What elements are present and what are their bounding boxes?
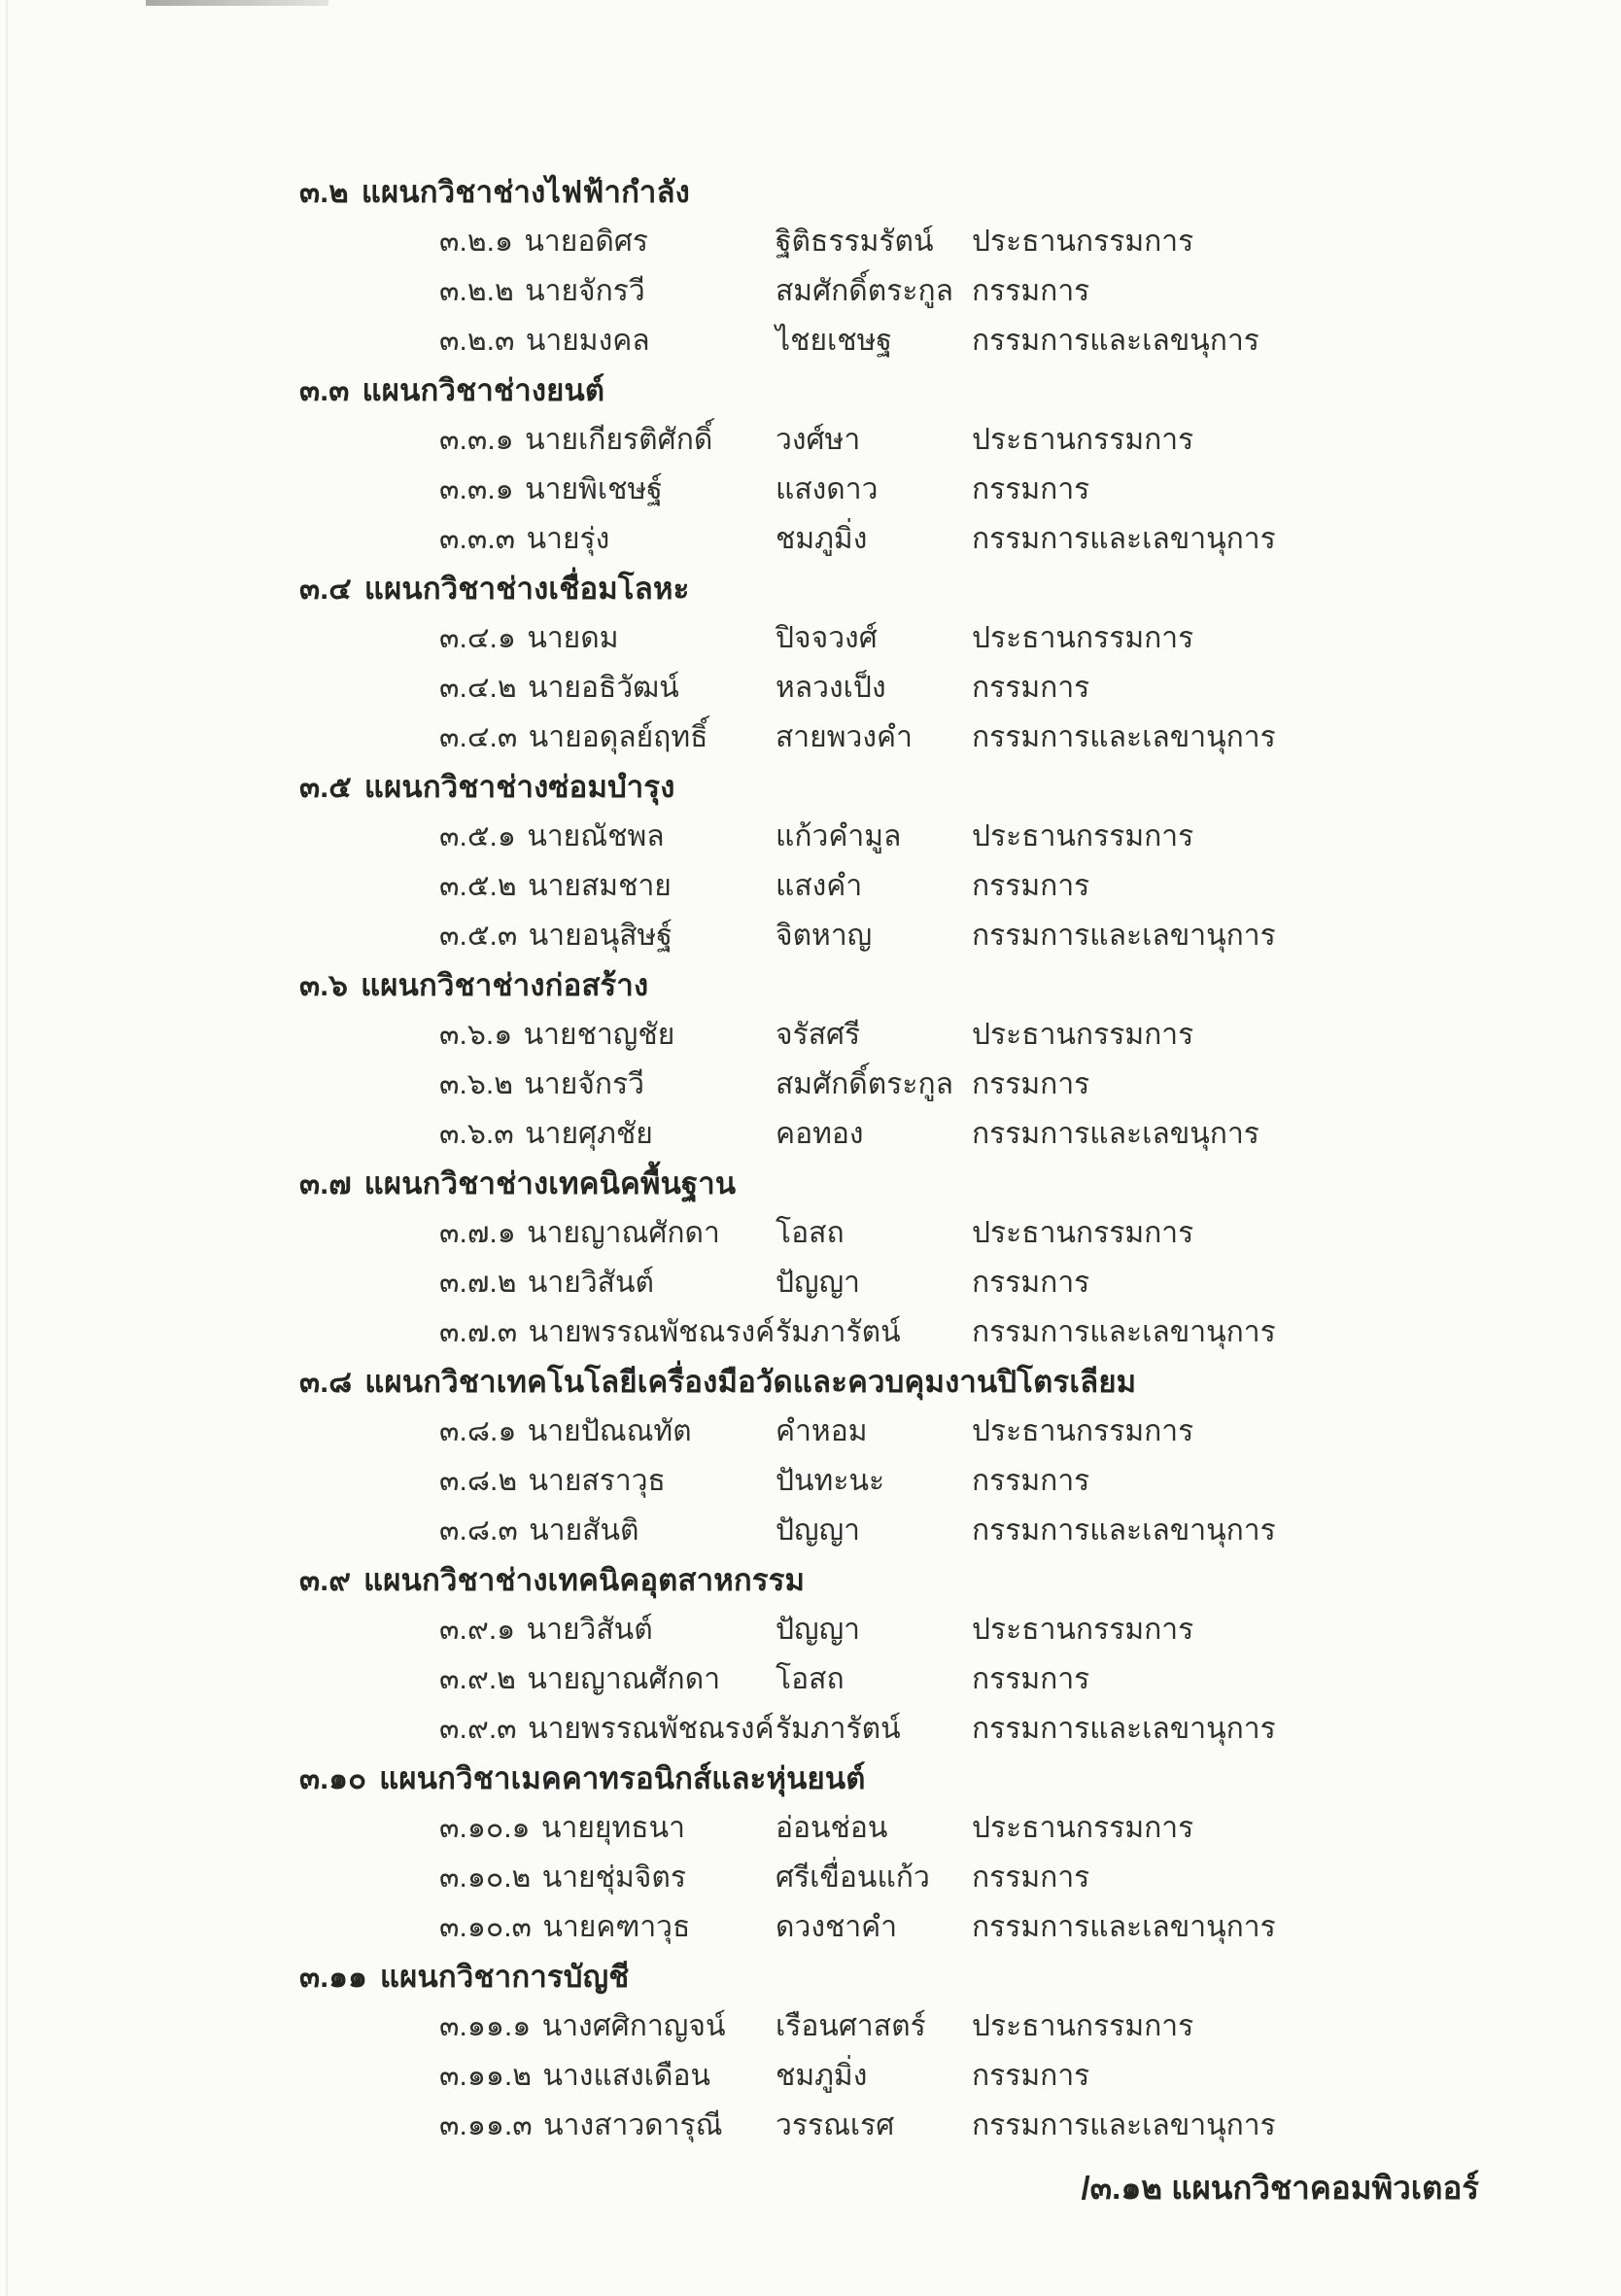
member-first-name: นางสาวดารุณี xyxy=(543,2109,723,2141)
member-surname: ปัญญา xyxy=(776,1514,861,1547)
member-id-and-name xyxy=(439,514,776,564)
member-surname: คำหอม xyxy=(776,1415,868,1447)
member-first-name: นายสันติ xyxy=(529,1514,639,1547)
committee-member-row xyxy=(439,1258,1621,1307)
committee-member-row xyxy=(439,2001,1621,2051)
member-surname: ปัญญา xyxy=(776,1267,861,1299)
member-role: กรรมการ xyxy=(972,275,1090,307)
department-heading xyxy=(299,1952,1621,2001)
member-surname: ปันทะนะ xyxy=(776,1465,885,1497)
member-id-and-name xyxy=(439,1704,776,1754)
member-item-number: ๓.๖.๑ xyxy=(439,1019,513,1051)
member-first-name: นายอนุสิษฐ์ xyxy=(528,920,673,952)
member-id-and-name xyxy=(439,2001,776,2051)
member-first-name: นายดม xyxy=(527,622,619,654)
department-number: ๓.๙ xyxy=(299,1563,352,1597)
member-role: ประธานกรรมการ xyxy=(972,622,1194,654)
member-item-number: ๓.๕.๒ xyxy=(439,870,517,902)
member-first-name: นายณัชพล xyxy=(527,820,665,852)
member-id-and-name xyxy=(439,316,776,365)
department-number: ๓.๔ xyxy=(299,572,352,606)
department-title: แผนกวิชาช่างเทคนิคพื้นฐาน xyxy=(363,1166,737,1200)
member-surname: สายพวงคำ xyxy=(776,721,913,753)
scan-artifact-top-strip xyxy=(146,0,328,6)
department-number: ๓.๖ xyxy=(299,968,349,1002)
committee-member-row xyxy=(439,812,1621,861)
member-role: กรรมการ xyxy=(972,1267,1090,1299)
department-section xyxy=(0,1555,1621,1754)
member-first-name: นางแสงเดือน xyxy=(542,2060,710,2092)
member-id-and-name xyxy=(439,1456,776,1506)
department-title: แผนกวิชาช่างซ่อมบำรุง xyxy=(363,770,675,804)
member-item-number: ๓.๑๐.๓ xyxy=(439,1911,533,1943)
member-id-and-name xyxy=(439,266,776,316)
committee-member-row xyxy=(439,514,1621,564)
member-first-name: นายสมชาย xyxy=(528,870,672,902)
member-id-and-name xyxy=(439,1902,776,1952)
member-surname: รัมภารัตน์ xyxy=(776,1316,901,1348)
department-number: ๓.๑๐ xyxy=(299,1761,367,1795)
member-surname: โอสถ xyxy=(776,1217,845,1249)
department-heading xyxy=(299,1357,1621,1407)
committee-member-row xyxy=(439,1506,1621,1555)
committee-member-row xyxy=(439,713,1621,762)
member-id-and-name xyxy=(439,911,776,960)
committee-member-row xyxy=(439,663,1621,713)
committee-member-row xyxy=(439,415,1621,465)
department-section xyxy=(0,762,1621,960)
member-surname: คอทอง xyxy=(776,1118,864,1150)
member-id-and-name xyxy=(439,663,776,713)
member-rows xyxy=(0,1407,1621,1555)
member-first-name: นายจักรวี xyxy=(524,1068,645,1100)
department-title: แผนกวิชาเทคโนโลยีเครื่องมือวัดและควบคุมงานปิโตรเลียม xyxy=(364,1365,1137,1399)
member-role: ประธานกรรมการ xyxy=(972,1217,1194,1249)
member-item-number: ๓.๖.๒ xyxy=(439,1068,513,1100)
member-rows xyxy=(0,812,1621,960)
department-section xyxy=(0,167,1621,365)
member-surname: ศรีเขื่อนแก้ว xyxy=(776,1861,930,1894)
department-heading xyxy=(299,762,1621,812)
member-role: กรรมการ xyxy=(972,473,1090,505)
committee-member-row xyxy=(439,1307,1621,1357)
department-heading xyxy=(299,1754,1621,1803)
department-section xyxy=(0,960,1621,1159)
member-surname: แสงคำ xyxy=(776,870,863,902)
member-id-and-name xyxy=(439,812,776,861)
member-role: กรรมการและเลขานุการ xyxy=(972,1713,1276,1745)
member-role: กรรมการ xyxy=(972,1861,1090,1894)
member-item-number: ๓.๑๐.๒ xyxy=(439,1861,532,1894)
committee-list xyxy=(0,167,1621,2150)
member-id-and-name xyxy=(439,1307,776,1357)
member-surname: วงศ์ษา xyxy=(776,424,861,456)
member-first-name: นายญาณศักดา xyxy=(527,1663,721,1695)
member-id-and-name xyxy=(439,1109,776,1159)
member-rows xyxy=(0,1605,1621,1754)
member-role: ประธานกรรมการ xyxy=(972,1415,1194,1447)
member-item-number: ๓.๙.๓ xyxy=(439,1713,517,1745)
member-id-and-name xyxy=(439,415,776,465)
member-role: กรรมการและเลขานุการ xyxy=(972,1316,1276,1348)
member-id-and-name xyxy=(439,2101,776,2150)
member-surname: สมศักดิ์ตระกูล xyxy=(776,1068,954,1100)
department-section xyxy=(0,1357,1621,1555)
department-section xyxy=(0,564,1621,762)
member-item-number: ๓.๒.๑ xyxy=(439,226,513,258)
committee-member-row xyxy=(439,1803,1621,1853)
member-role: กรรมการ xyxy=(972,870,1090,902)
member-item-number: ๓.๘.๓ xyxy=(439,1514,518,1547)
member-id-and-name xyxy=(439,1803,776,1853)
department-title: แผนกวิชาช่างเทคนิคอุตสาหกรรม xyxy=(363,1563,806,1597)
member-rows xyxy=(0,613,1621,762)
committee-member-row xyxy=(439,1407,1621,1456)
department-section xyxy=(0,365,1621,564)
member-first-name: นายปัณณทัต xyxy=(527,1415,692,1447)
member-item-number: ๓.๕.๓ xyxy=(439,920,518,952)
member-surname: วรรณเรศ xyxy=(776,2109,895,2141)
member-first-name: นายสราวุธ xyxy=(528,1465,666,1497)
member-surname: รัมภารัตน์ xyxy=(776,1713,901,1745)
committee-member-row xyxy=(439,2101,1621,2150)
member-item-number: ๓.๑๑.๑ xyxy=(439,2010,532,2042)
member-rows xyxy=(0,217,1621,365)
member-first-name: นายวิสันต์ xyxy=(527,1267,654,1299)
member-id-and-name xyxy=(439,1654,776,1704)
department-title: แผนกวิชาช่างยนต์ xyxy=(362,373,605,407)
member-item-number: ๓.๙.๒ xyxy=(439,1663,516,1695)
member-id-and-name xyxy=(439,1506,776,1555)
member-rows xyxy=(0,415,1621,564)
member-first-name: นายมงคล xyxy=(525,325,650,357)
member-first-name: นายจักรวี xyxy=(525,275,645,307)
member-surname: อ่อนช่อน xyxy=(776,1812,888,1844)
member-item-number: ๓.๔.๒ xyxy=(439,672,517,704)
committee-member-row xyxy=(439,1853,1621,1902)
member-role: ประธานกรรมการ xyxy=(972,1614,1194,1646)
committee-member-row xyxy=(439,465,1621,514)
member-id-and-name xyxy=(439,613,776,663)
member-first-name: นายวิสันต์ xyxy=(526,1614,653,1646)
department-heading xyxy=(299,564,1621,613)
member-surname: ชมภูมิ่ง xyxy=(776,2060,868,2092)
committee-member-row xyxy=(439,1456,1621,1506)
member-item-number: ๓.๒.๒ xyxy=(439,275,514,307)
committee-member-row xyxy=(439,316,1621,365)
member-first-name: นายญาณศักดา xyxy=(527,1217,720,1249)
member-role: ประธานกรรมการ xyxy=(972,226,1194,258)
member-first-name: นายชาญชัย xyxy=(523,1019,675,1051)
committee-member-row xyxy=(439,1902,1621,1952)
member-item-number: ๓.๔.๓ xyxy=(439,721,518,753)
member-role: กรรมการและเลขานุการ xyxy=(972,721,1276,753)
committee-member-row xyxy=(439,1060,1621,1109)
member-first-name: นายอดิศร xyxy=(524,226,648,258)
department-heading xyxy=(299,960,1621,1010)
member-surname: จิตหาญ xyxy=(776,920,873,952)
member-item-number: ๓.๒.๓ xyxy=(439,325,515,357)
page-continuation-note: /๓.๑๒ แผนกวิชาคอมพิวเตอร์ xyxy=(1081,2170,1479,2206)
committee-member-row xyxy=(439,2051,1621,2101)
member-role: กรรมการและเลขนุการ xyxy=(972,325,1259,357)
member-id-and-name xyxy=(439,1605,776,1654)
member-rows xyxy=(0,1010,1621,1159)
department-heading xyxy=(299,365,1621,415)
member-role: กรรมการและเลขนุการ xyxy=(972,1118,1259,1150)
member-item-number: ๓.๑๑.๓ xyxy=(439,2109,533,2141)
member-first-name: นายศุภชัย xyxy=(525,1118,653,1150)
member-first-name: นางศศิกาญจน์ xyxy=(541,2010,726,2042)
member-surname: สมศักดิ์ตระกูล xyxy=(776,275,954,307)
department-number: ๓.๒ xyxy=(299,175,349,209)
member-role: กรรมการ xyxy=(972,672,1090,704)
member-item-number: ๓.๗.๒ xyxy=(439,1267,517,1299)
member-role: ประธานกรรมการ xyxy=(972,820,1194,852)
member-role: กรรมการและเลขานุการ xyxy=(972,920,1276,952)
committee-member-row xyxy=(439,266,1621,316)
member-item-number: ๓.๓.๑ xyxy=(439,473,514,505)
member-surname: ดวงชาคำ xyxy=(776,1911,898,1943)
member-item-number: ๓.๑๐.๑ xyxy=(439,1812,531,1844)
committee-member-row xyxy=(439,1010,1621,1060)
member-surname: หลวงเป็ง xyxy=(776,672,886,704)
committee-member-row xyxy=(439,613,1621,663)
member-first-name: นายเกียรติศักดิ์ xyxy=(525,424,713,456)
member-item-number: ๓.๕.๑ xyxy=(439,820,516,852)
department-title: แผนกวิชาช่างเชื่อมโลหะ xyxy=(363,572,690,606)
department-number: ๓.๑๑ xyxy=(299,1960,367,1994)
member-item-number: ๓.๓.๑ xyxy=(439,424,514,456)
member-role: กรรมการและเลขานุการ xyxy=(972,1911,1276,1943)
member-surname: ฐิติธรรมรัตน์ xyxy=(776,226,934,258)
member-first-name: นายชุ่มจิตร xyxy=(541,1861,686,1894)
member-role: กรรมการและเลขานุการ xyxy=(972,1514,1276,1547)
committee-member-row xyxy=(439,1654,1621,1704)
member-surname: แสงดาว xyxy=(776,473,879,505)
member-first-name: นายอดุลย์ฤทธิ์ xyxy=(528,721,708,753)
member-surname: แก้วคำมูล xyxy=(776,820,902,852)
department-number: ๓.๗ xyxy=(299,1166,352,1200)
member-first-name: นายคฑาวุธ xyxy=(542,1911,691,1943)
department-title: แผนกวิชาช่างไฟฟ้ากำลัง xyxy=(361,175,691,209)
member-item-number: ๓.๗.๓ xyxy=(439,1316,518,1348)
department-number: ๓.๘ xyxy=(299,1365,353,1399)
member-item-number: ๓.๖.๓ xyxy=(439,1118,514,1150)
department-section xyxy=(0,1754,1621,1952)
member-surname: จรัสศรี xyxy=(776,1019,861,1051)
member-role: กรรมการ xyxy=(972,1663,1090,1695)
member-id-and-name xyxy=(439,1853,776,1902)
member-item-number: ๓.๘.๑ xyxy=(439,1415,517,1447)
department-heading xyxy=(299,167,1621,217)
member-first-name: นายอธิวัฒน์ xyxy=(528,672,679,704)
member-role: ประธานกรรมการ xyxy=(972,424,1194,456)
department-section xyxy=(0,1952,1621,2150)
member-surname: ปัญญา xyxy=(776,1614,861,1646)
member-role: ประธานกรรมการ xyxy=(972,1019,1194,1051)
member-rows xyxy=(0,1803,1621,1952)
member-role: กรรมการ xyxy=(972,1465,1090,1497)
member-role: ประธานกรรมการ xyxy=(972,1812,1194,1844)
committee-member-row xyxy=(439,1605,1621,1654)
committee-member-row xyxy=(439,1208,1621,1258)
member-surname: ชมภูมิ่ง xyxy=(776,523,868,555)
member-first-name: นายรุ่ง xyxy=(526,523,610,555)
member-id-and-name xyxy=(439,2051,776,2101)
committee-member-row xyxy=(439,1109,1621,1159)
member-id-and-name xyxy=(439,1208,776,1258)
member-surname: โอสถ xyxy=(776,1663,845,1695)
member-item-number: ๓.๙.๑ xyxy=(439,1614,516,1646)
committee-member-row xyxy=(439,861,1621,911)
member-id-and-name xyxy=(439,1258,776,1307)
committee-member-row xyxy=(439,1704,1621,1754)
member-role: กรรมการ xyxy=(972,2060,1090,2092)
member-first-name: นายพรรณพัชณรงค์ xyxy=(528,1713,775,1745)
member-surname: ปิจจวงศ์ xyxy=(776,622,878,654)
member-id-and-name xyxy=(439,713,776,762)
member-first-name: นายพิเชษฐ์ xyxy=(525,473,663,505)
member-item-number: ๓.๗.๑ xyxy=(439,1217,516,1249)
member-first-name: นายพรรณพัชณรงค์ xyxy=(528,1316,776,1348)
member-id-and-name xyxy=(439,217,776,266)
committee-member-row xyxy=(439,217,1621,266)
member-role: กรรมการ xyxy=(972,1068,1090,1100)
member-role: กรรมการและเลขานุการ xyxy=(972,2109,1276,2141)
member-surname: ไชยเชษฐ xyxy=(776,325,892,357)
member-id-and-name xyxy=(439,465,776,514)
member-id-and-name xyxy=(439,861,776,911)
member-rows xyxy=(0,2001,1621,2150)
member-item-number: ๓.๔.๑ xyxy=(439,622,516,654)
member-surname: เรือนศาสตร์ xyxy=(776,2010,926,2042)
member-item-number: ๓.๘.๒ xyxy=(439,1465,518,1497)
department-heading xyxy=(299,1555,1621,1605)
member-role: ประธานกรรมการ xyxy=(972,2010,1194,2042)
member-id-and-name xyxy=(439,1407,776,1456)
member-item-number: ๓.๑๑.๒ xyxy=(439,2060,533,2092)
member-item-number: ๓.๓.๓ xyxy=(439,523,516,555)
department-number: ๓.๓ xyxy=(299,373,350,407)
department-title: แผนกวิชาการบัญชี xyxy=(379,1960,630,1994)
member-id-and-name xyxy=(439,1060,776,1109)
member-role: กรรมการและเลขานุการ xyxy=(972,523,1276,555)
department-number: ๓.๕ xyxy=(299,770,352,804)
department-heading xyxy=(299,1159,1621,1208)
member-id-and-name xyxy=(439,1010,776,1060)
member-first-name: นายยุทธนา xyxy=(540,1812,685,1844)
department-title: แผนกวิชาเมคคาทรอนิกส์และหุ่นยนต์ xyxy=(379,1761,866,1795)
committee-member-row xyxy=(439,911,1621,960)
member-rows xyxy=(0,1208,1621,1357)
department-section xyxy=(0,1159,1621,1357)
department-title: แผนกวิชาช่างก่อสร้าง xyxy=(361,968,649,1002)
